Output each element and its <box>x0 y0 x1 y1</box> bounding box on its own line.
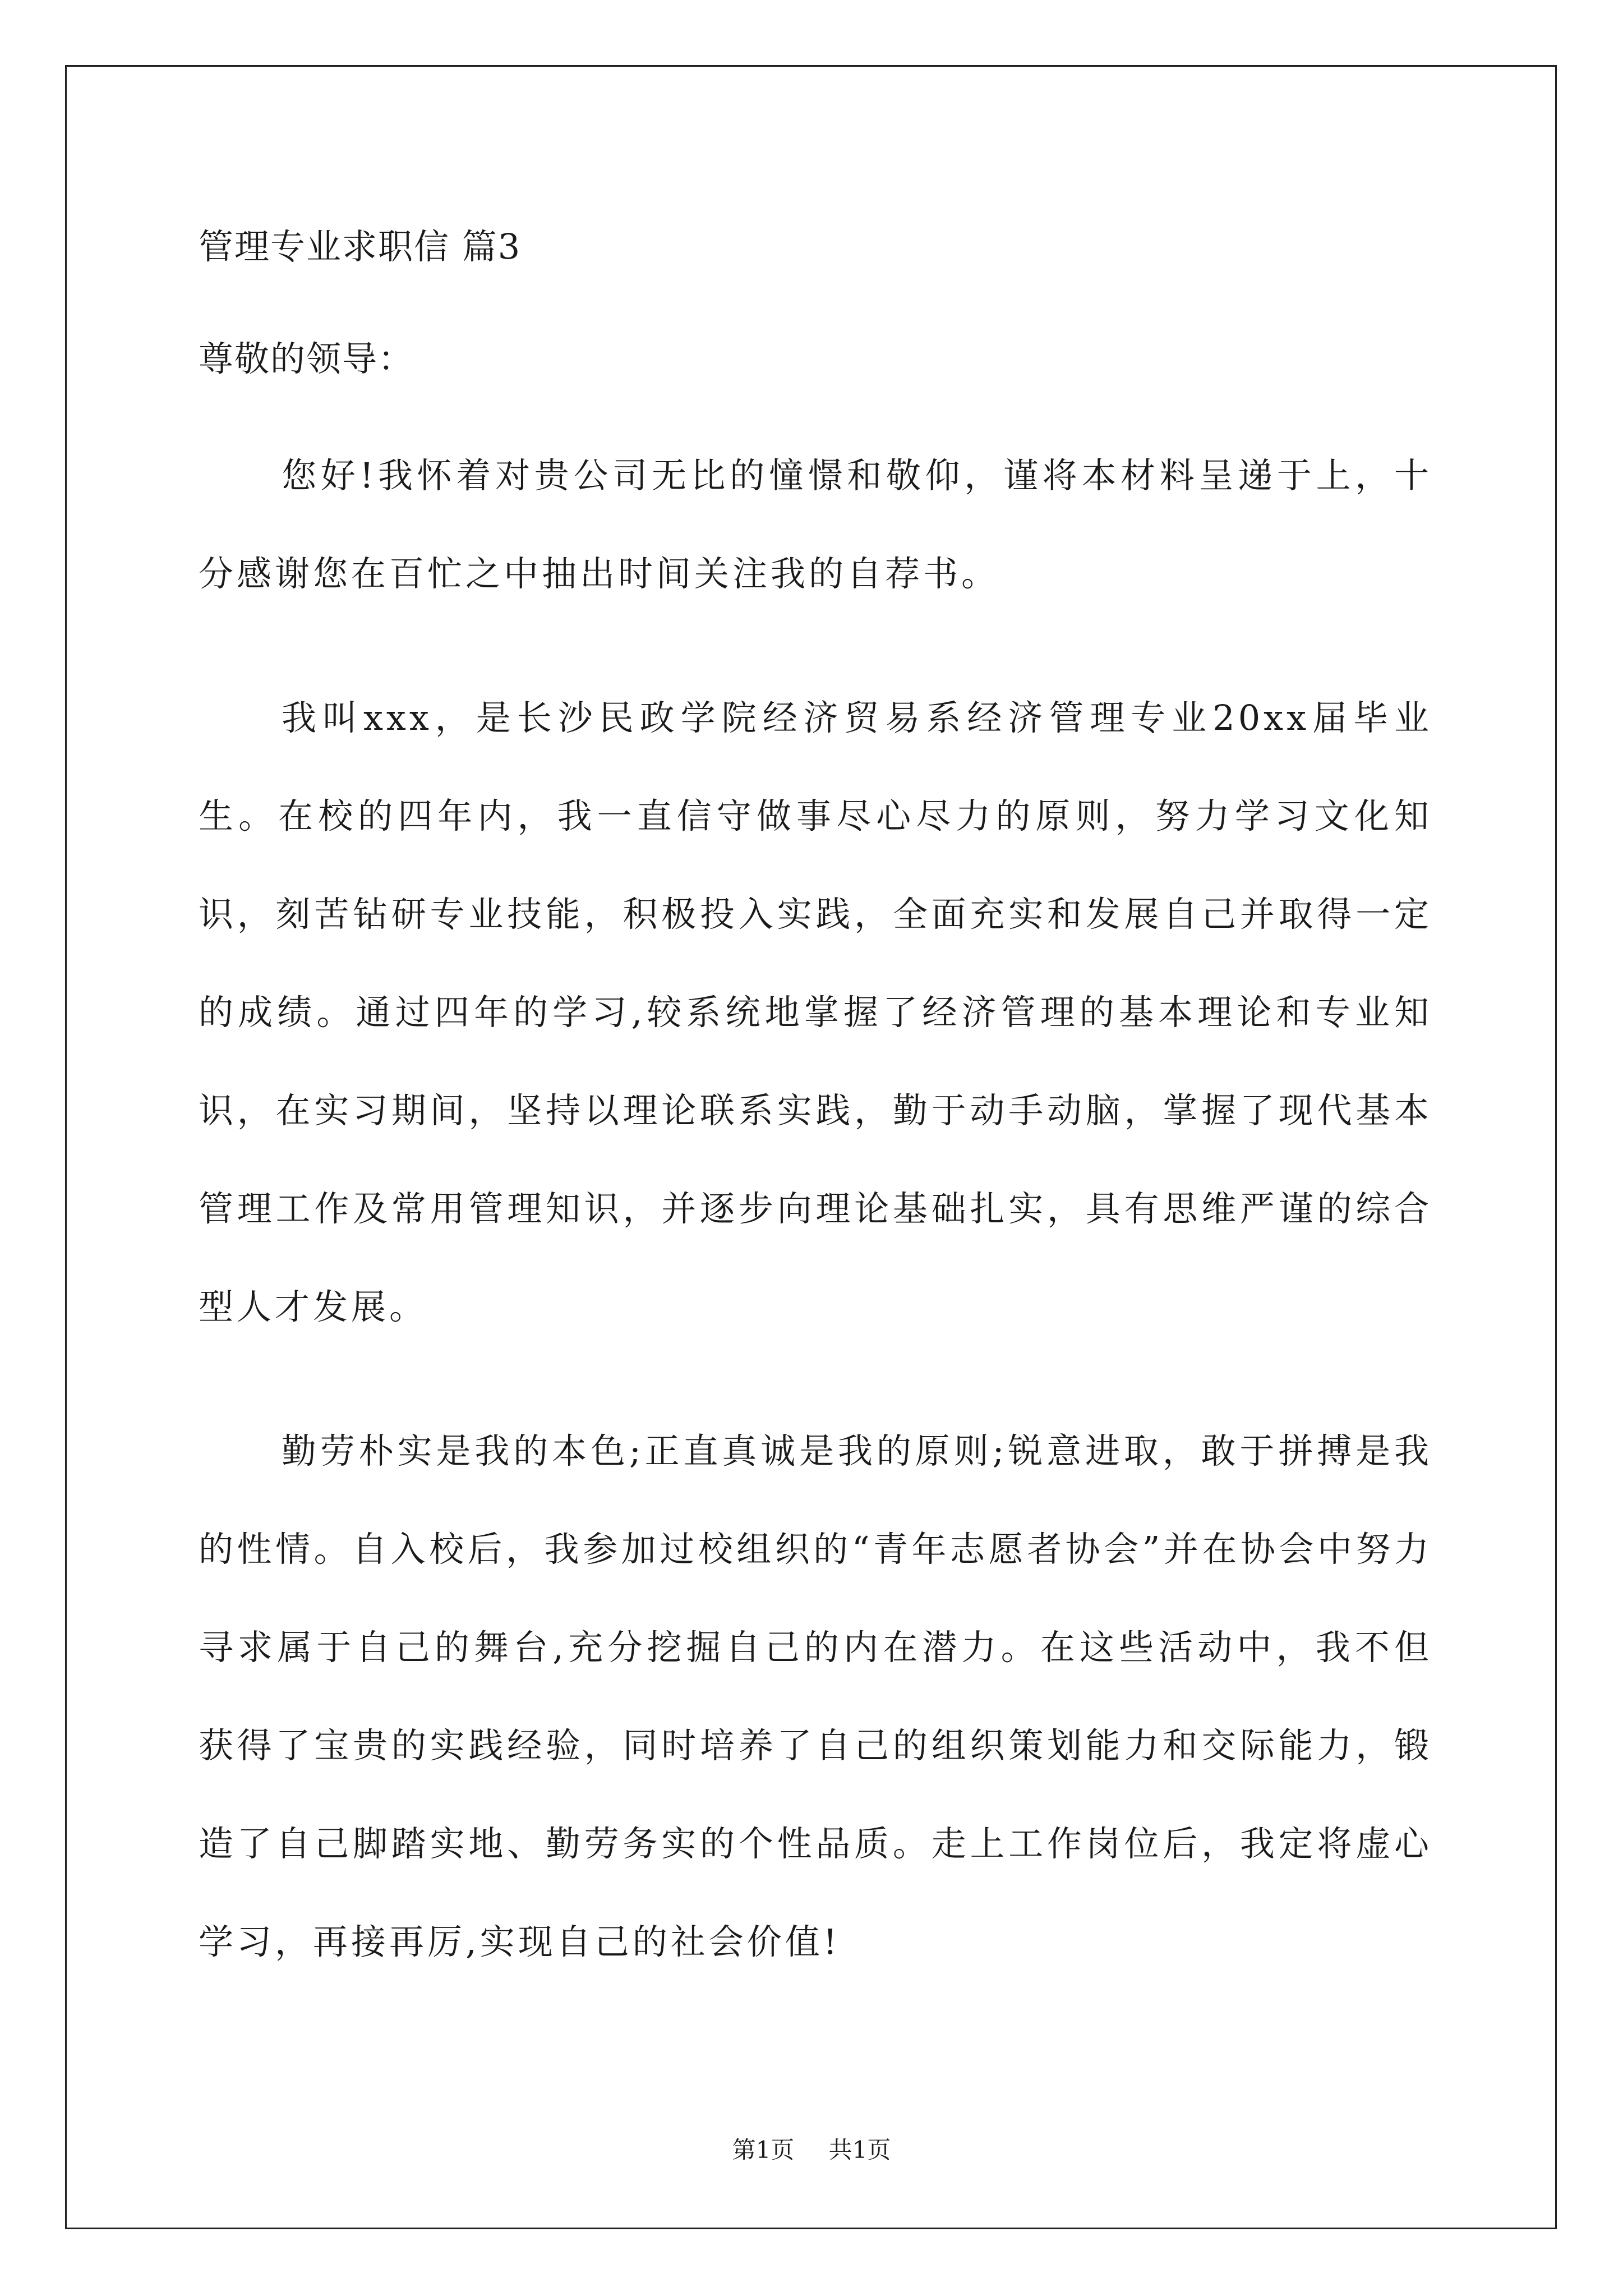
page-number-current: 第1页 <box>732 2136 795 2164</box>
paragraph-character: 勤劳朴实是我的本色;正直真诚是我的原则;锐意进取，敢于拼搏是我的性情。自入校后，我参加过校组织的“青年志愿者协会”并在协会中努力寻求属于自己的舞台,充分挖掘自己的内在潜力。在这些活动中，我不但获得了宝贵的实践经验，同时培养了自己的组织策划能力和交际能力，锻造了自己脚踏实地、勤劳务实的个性品质。走上工作岗位后，我定将虚心学习，再接再厉,实现自己的社会价值! <box>199 1430 1432 1962</box>
paragraph-greeting: 您好!我怀着对贵公司无比的憧憬和敬仰，谨将本材料呈递于上，十分感谢您在百忙之中抽出时间关注我的自荐书。 <box>199 455 1432 594</box>
letter-body <box>199 213 1432 1991</box>
document-title: 管理专业求职信 篇3 <box>199 226 522 267</box>
page-footer <box>0 2132 1623 2165</box>
paragraph-introduction: 我叫xxx，是长沙民政学院经济贸易系经济管理专业20xx届毕业生。在校的四年内，我一直信守做事尽心尽力的原则，努力学习文化知识，刻苦钻研专业技能，积极投入实践，全面充实和发展自己并取得一定的成绩。通过四年的学习,较系统地掌握了经济管理的基本理论和专业知识，在实习期间，坚持以理论联系实践，勤于动手动脑，掌握了现代基本管理工作及常用管理知识，并逐步向理论基础扎实，具有思维严谨的综合型人才发展。 <box>199 697 1432 1327</box>
page-number-total: 共1页 <box>828 2136 891 2164</box>
salutation: 尊敬的领导： <box>199 338 414 379</box>
